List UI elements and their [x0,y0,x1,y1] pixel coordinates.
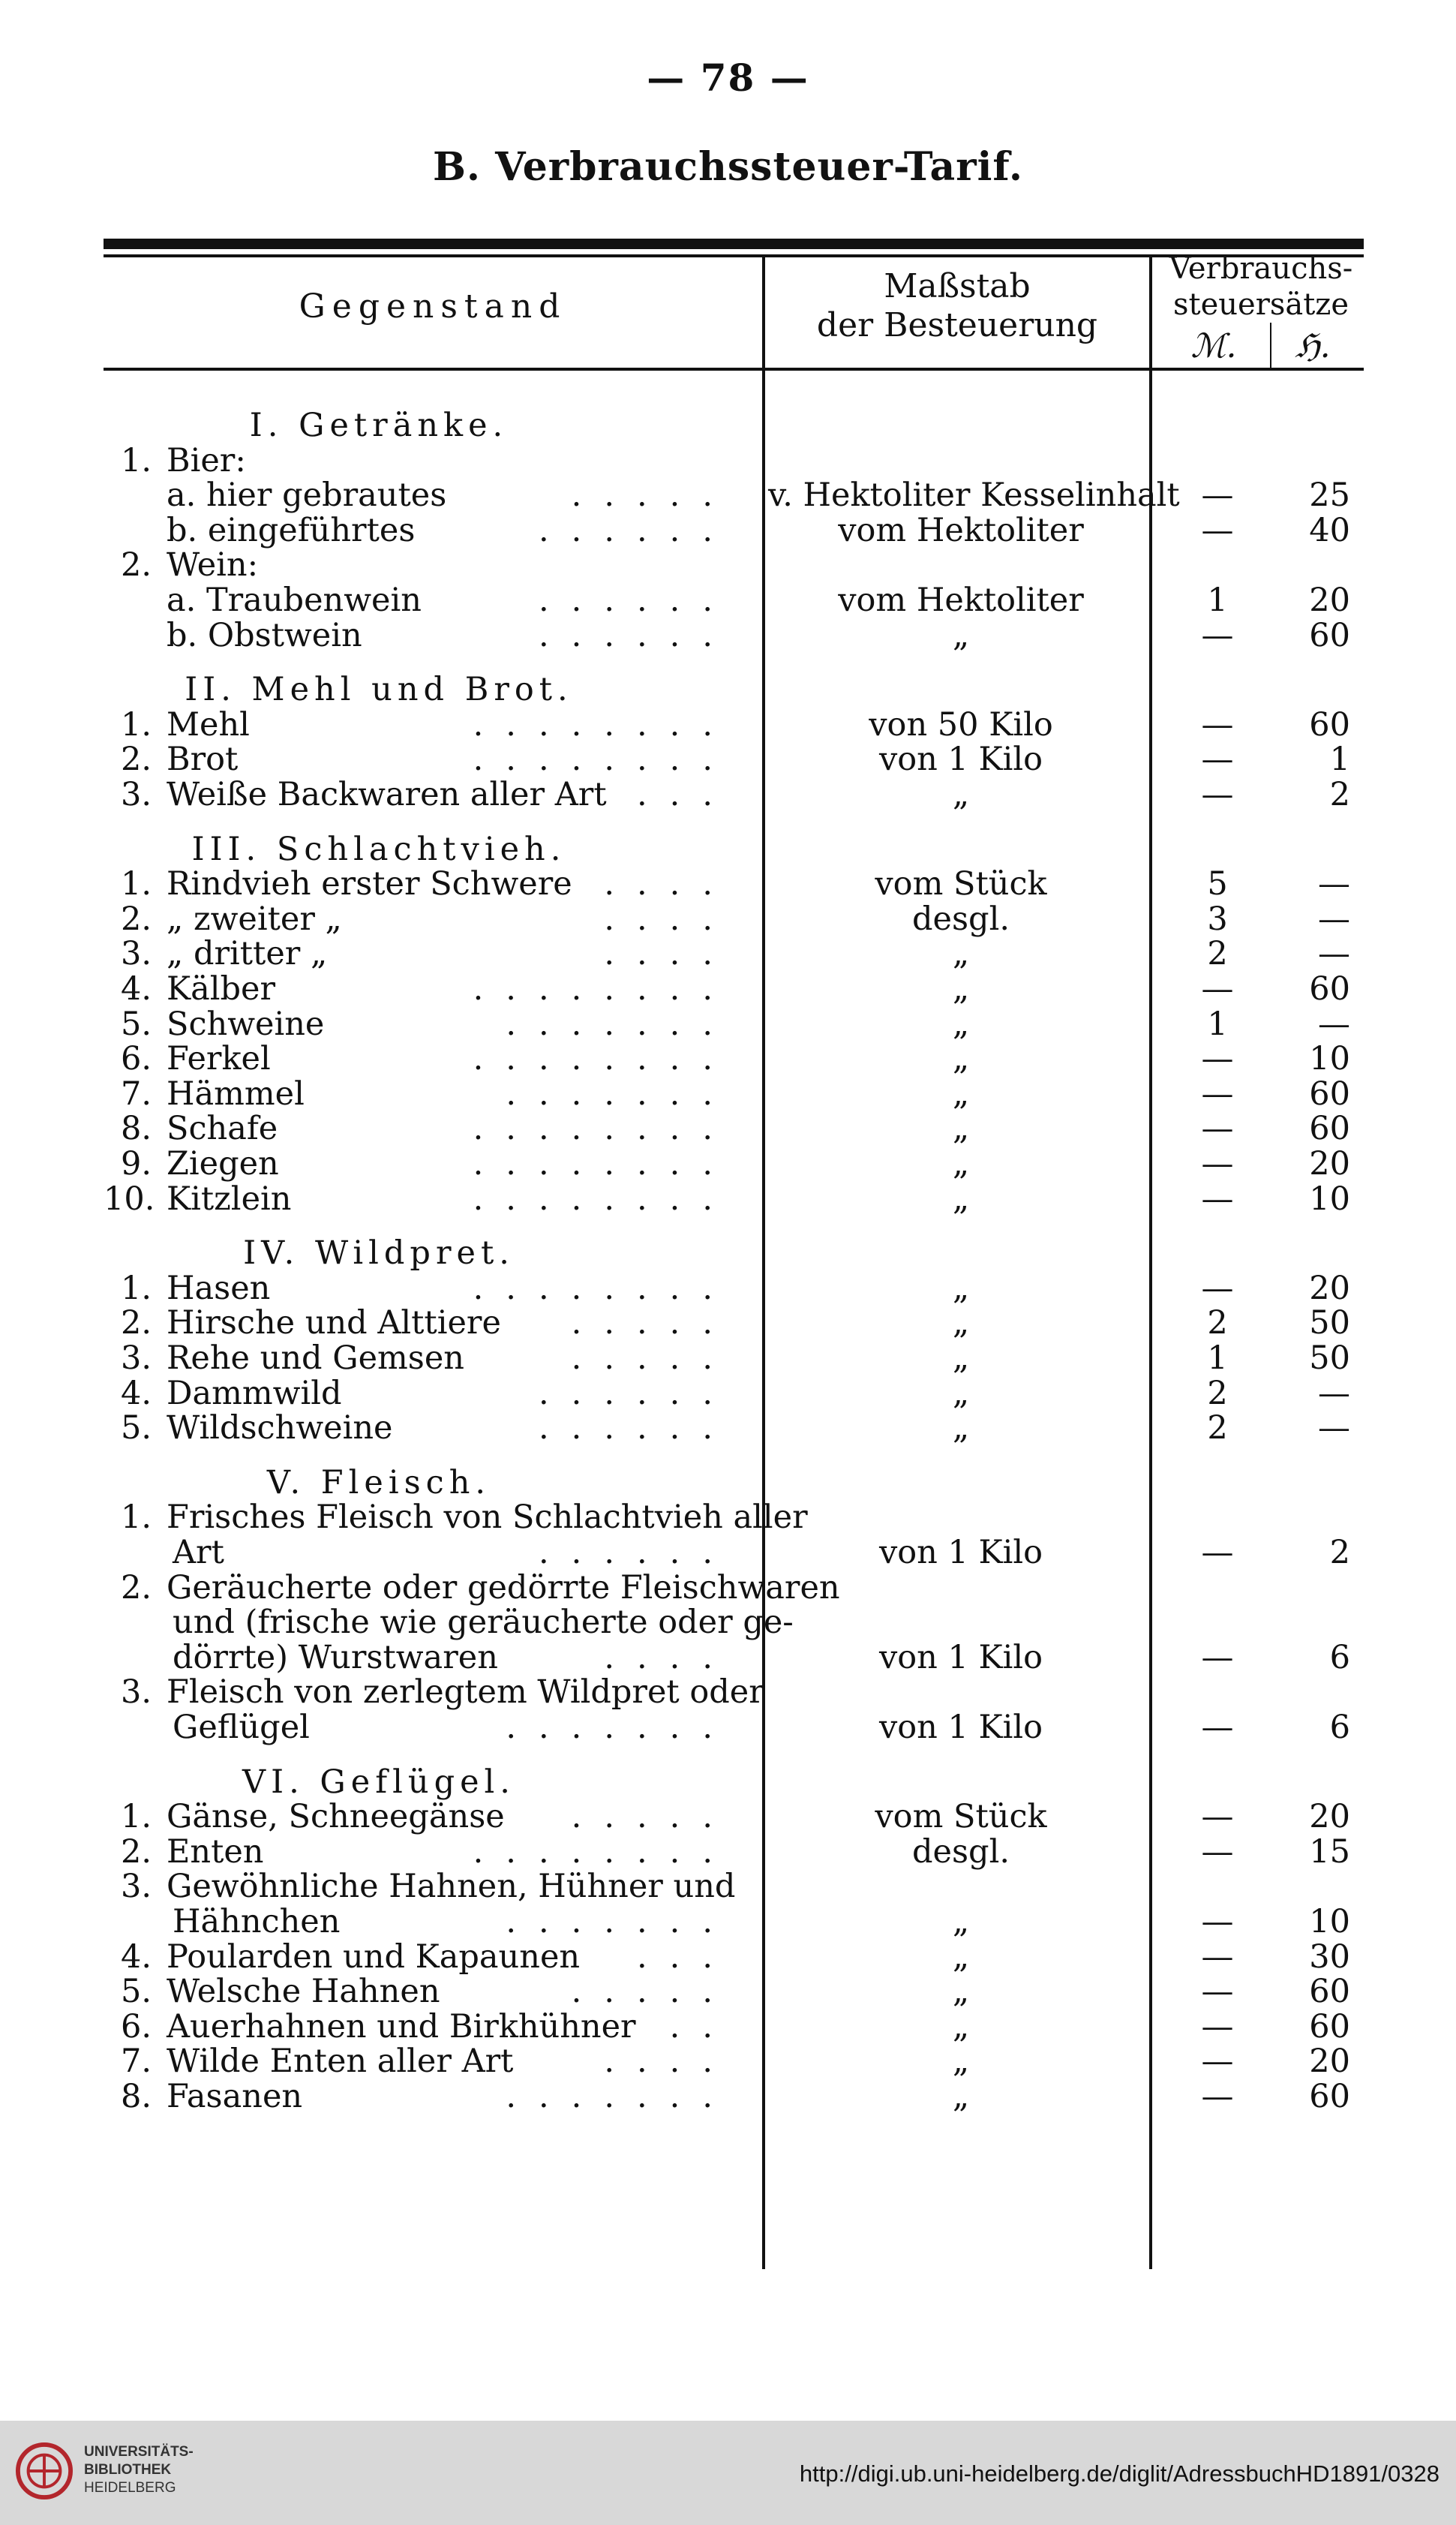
table-row [0,1111,1456,1147]
table-row [0,866,1456,902]
table-row [0,901,1456,937]
rate-pfennig: — [1318,865,1350,903]
footer-bar [0,2421,1456,2525]
library-line-3: HEIDELBERG [84,2480,176,2496]
rate-mark: — [1201,476,1234,514]
section-heading [0,672,1456,708]
taxation-basis: desgl. [912,900,1010,938]
taxation-basis: vom Stück [875,865,1047,903]
taxation-basis: „ [952,1339,970,1377]
rate-mark: 3 [1207,900,1228,938]
item-number: 10. [104,1180,155,1218]
leader-dots: ....... [506,2078,735,2115]
item-label: Weiße Backwaren aller Art [167,776,607,813]
item-label: Geflügel [173,1709,310,1746]
section-heading [0,1235,1456,1271]
leader-dots: ........ [473,1040,735,1078]
item-label: Schweine [167,1005,325,1043]
item-label: Hähnchen [173,1903,341,1940]
rate-pfennig: 25 [1309,476,1350,514]
section-title: V. Fleisch. [266,1464,491,1501]
rate-mark: — [1201,1973,1234,2010]
taxation-basis: „ [952,1270,970,1307]
item-label: Wildschweine [167,1409,393,1447]
rate-mark: — [1201,1270,1234,1307]
leader-dots: ...... [538,512,735,549]
item-number: 5. [120,1409,152,1447]
table-row [0,1674,1456,1710]
leader-dots: ....... [506,1709,735,1746]
leader-dots: ........ [473,1180,735,1218]
item-number: 4. [120,1375,152,1412]
header-massstab-line2: der Besteuerung [816,306,1098,344]
item-label: Hirsche und Alttiere [167,1304,501,1342]
rate-pfennig: 50 [1309,1339,1350,1377]
leader-dots: .... [604,935,735,972]
table-row [0,2043,1456,2079]
item-number: 2. [120,1569,152,1607]
leader-dots: ... [636,776,735,813]
item-label: Schafe [167,1110,278,1147]
section-title: I. Getränke. [249,407,509,444]
section-title: III. Schlachtvieh. [191,831,566,868]
table-row [0,1305,1456,1341]
item-number: 3. [120,776,152,813]
leader-dots: ...... [538,582,735,619]
rate-mark: 2 [1207,935,1228,972]
item-number: 2. [120,1304,152,1342]
table-row [0,1535,1456,1571]
taxation-basis: „ [952,617,970,654]
leader-dots: ..... [571,476,735,514]
leader-dots: ..... [571,1973,735,2010]
item-label: Gänse, Schneegänse [167,1798,505,1835]
rate-pfennig: 60 [1309,706,1350,744]
taxation-basis: „ [952,1005,970,1043]
rate-pfennig: 30 [1309,1938,1350,1976]
section-heading [0,407,1456,443]
item-number: 1. [120,1270,152,1307]
rate-mark: — [1201,2043,1234,2080]
taxation-basis: „ [952,1304,970,1342]
rate-pfennig: — [1318,1005,1350,1043]
rate-mark: 1 [1207,1339,1228,1377]
item-number: 6. [120,2008,152,2046]
rate-pfennig: 10 [1309,1040,1350,1078]
taxation-basis: „ [952,1973,970,2010]
item-label: Hasen [167,1270,271,1307]
leader-dots: .... [604,2043,735,2080]
header-steuersaetze-line1: Verbrauchs- [1169,251,1353,286]
item-label: Hämmel [167,1075,305,1113]
rate-mark: 2 [1207,1304,1228,1342]
table-row [0,1410,1456,1446]
leader-dots: ........ [473,970,735,1008]
rate-pfennig: 60 [1309,2078,1350,2115]
rate-pfennig: 10 [1309,1180,1350,1218]
item-label: Brot [167,741,239,778]
table-row [0,707,1456,743]
taxation-basis: „ [952,1938,970,1976]
taxation-basis: „ [952,935,970,972]
table-row [0,1904,1456,1940]
section-heading [0,1764,1456,1800]
table-row [0,513,1456,549]
rate-pfennig: 60 [1309,2008,1350,2046]
table-row [0,1375,1456,1411]
item-number: 8. [120,1110,152,1147]
rate-pfennig: — [1318,935,1350,972]
item-number: 3. [120,1868,152,1905]
taxation-basis: vom Hektoliter [838,582,1084,619]
taxation-basis: „ [952,1180,970,1218]
table-row [0,1181,1456,1217]
item-number: 1. [120,1498,152,1536]
rate-mark: 5 [1207,865,1228,903]
item-number: 5. [120,1973,152,2010]
university-seal-icon [15,2442,74,2500]
leader-dots: .... [604,900,735,938]
item-label: b. eingeführtes [167,512,416,549]
source-url[interactable]: http://digi.ub.uni-heidelberg.de/diglit/AdressbuchHD1891/0328 [799,2460,1439,2487]
taxation-basis: „ [952,1110,970,1147]
item-label: und (frische wie geräucherte oder ge- [173,1604,794,1641]
header-steuersaetze [1152,251,1370,323]
table-row [0,477,1456,513]
item-label: „ zweiter „ [167,900,342,938]
item-number: 2. [120,1833,152,1871]
taxation-basis: „ [952,1409,970,1447]
table-row [0,582,1456,618]
header-pfennig: ℌ. [1295,327,1331,365]
rate-mark: — [1201,512,1234,549]
taxation-basis: „ [952,1903,970,1940]
taxation-basis: „ [952,1145,970,1183]
taxation-basis: desgl. [912,1833,1010,1871]
rate-mark: — [1201,1145,1234,1183]
item-number: 1. [120,706,152,744]
rate-mark: — [1201,1833,1234,1871]
header-massstab-line1: Maßstab [884,267,1031,305]
section-title: VI. Geflügel. [242,1763,515,1801]
rate-pfennig: 15 [1309,1833,1350,1871]
header-gegenstand: Gegenstand [299,287,567,326]
leader-dots: ........ [473,1833,735,1871]
item-number: 3. [120,935,152,972]
rate-pfennig: 1 [1329,741,1350,778]
table-row [0,1146,1456,1182]
table-row [0,1270,1456,1306]
item-label: Rehe und Gemsen [167,1339,464,1377]
table-row [0,2009,1456,2045]
leader-dots: ..... [571,1304,735,1342]
item-label: a. hier gebrautes [167,476,447,514]
item-number: 4. [120,970,152,1008]
taxation-basis: „ [952,2008,970,2046]
table-row [0,971,1456,1007]
rate-pfennig: 2 [1329,776,1350,813]
leader-dots: ....... [506,1005,735,1043]
rate-mark: — [1201,1798,1234,1835]
leader-dots: ...... [538,1534,735,1571]
rate-mark: — [1201,2008,1234,2046]
header-massstab [765,267,1149,345]
taxation-basis: v. Hektoliter Kesselinhalt [768,476,1180,514]
library-name [84,2443,194,2497]
rate-pfennig: 2 [1329,1534,1350,1571]
table-row [0,1499,1456,1535]
rate-pfennig: 50 [1309,1304,1350,1342]
item-label: a. Traubenwein [167,582,422,619]
taxation-basis: von 1 Kilo [878,1639,1043,1676]
item-label: Wilde Enten aller Art [167,2043,514,2080]
rate-mark: — [1201,1938,1234,1976]
table-row [0,1041,1456,1077]
taxation-basis: „ [952,2078,970,2115]
leader-dots: .. [669,2008,735,2046]
item-label: Ferkel [167,1040,271,1078]
table-row [0,1570,1456,1606]
rate-pfennig: 60 [1309,1075,1350,1113]
taxation-basis: von 1 Kilo [878,1534,1043,1571]
rate-pfennig: — [1318,1409,1350,1447]
item-number: 2. [120,741,152,778]
taxation-basis: von 1 Kilo [878,741,1043,778]
section-title: II. Mehl und Brot. [185,671,573,708]
item-number: 1. [120,1798,152,1835]
item-number: 3. [120,1673,152,1711]
item-label: Auerhahnen und Birkhühner [167,2008,636,2046]
taxation-basis: von 1 Kilo [878,1709,1043,1746]
item-number: 9. [120,1145,152,1183]
leader-dots: ... [636,1938,735,1976]
rate-mark: 2 [1207,1409,1228,1447]
leader-dots: ...... [538,617,735,654]
taxation-basis: „ [952,776,970,813]
item-number: 5. [120,1005,152,1043]
item-label: Bier: [167,442,246,479]
leader-dots: ..... [571,1798,735,1835]
item-number: 3. [120,1339,152,1377]
leader-dots: ....... [506,1075,735,1113]
header-steuersaetze-line2: steuersätze [1172,287,1349,322]
item-label: Ziegen [167,1145,279,1183]
rate-pfennig: 6 [1329,1639,1350,1676]
rate-pfennig: 60 [1309,1973,1350,2010]
rate-mark: — [1201,1110,1234,1147]
leader-dots: .... [604,1639,735,1676]
item-label: Geräucherte oder gedörrte Fleischwaren [167,1569,840,1607]
taxation-basis: vom Hektoliter [838,512,1084,549]
item-label: Dammwild [167,1375,342,1412]
rate-mark: — [1201,1180,1234,1218]
table-row [0,618,1456,654]
item-label: Fleisch von zerlegtem Wildpret oder [167,1673,764,1711]
rate-pfennig: — [1318,900,1350,938]
leader-dots: ........ [473,1270,735,1307]
table-row [0,1868,1456,1904]
page-number: — 78 — [647,56,809,100]
leader-dots: ....... [506,1903,735,1940]
item-number: 6. [120,1040,152,1078]
item-label: „ dritter „ [167,935,328,972]
table-row [0,547,1456,583]
item-number: 2. [120,900,152,938]
table-row [0,936,1456,972]
leader-dots: ........ [473,1110,735,1147]
item-number: 7. [120,1075,152,1113]
rate-pfennig: 60 [1309,617,1350,654]
item-label: Art [173,1534,224,1571]
item-label: dörrte) Wurstwaren [173,1639,498,1676]
rate-mark: — [1201,1903,1234,1940]
rate-pfennig: 20 [1309,1145,1350,1183]
taxation-basis: „ [952,1075,970,1113]
rate-mark: — [1201,706,1234,744]
rate-pfennig: 20 [1309,2043,1350,2080]
table-row [0,443,1456,479]
section-heading [0,1465,1456,1501]
rate-mark: 1 [1207,582,1228,619]
rate-mark: — [1201,741,1234,778]
rate-pfennig: 6 [1329,1709,1350,1746]
section-heading [0,831,1456,867]
leader-dots: ...... [538,1375,735,1412]
rate-pfennig: 20 [1309,1270,1350,1307]
taxation-basis: „ [952,2043,970,2080]
section-title: IV. Wildpret. [243,1234,515,1272]
rate-mark: — [1201,2078,1234,2115]
item-label: Fasanen [167,2078,303,2115]
taxation-basis: „ [952,1040,970,1078]
table-row [0,1973,1456,2009]
library-line-2: BIBLIOTHEK [84,2462,172,2478]
rate-pfennig: 10 [1309,1903,1350,1940]
item-label: Frisches Fleisch von Schlachtvieh aller [167,1498,808,1536]
table-row [0,1604,1456,1640]
table-header-rule [104,368,1364,371]
rate-mark: 1 [1207,1005,1228,1043]
table-row [0,1340,1456,1376]
item-label: Rindvieh erster Schwere [167,865,572,903]
leader-dots: ........ [473,1145,735,1183]
item-label: Wein: [167,546,259,584]
rate-pfennig: 20 [1309,1798,1350,1835]
item-label: Enten [167,1833,264,1871]
item-label: Poularden und Kapaunen [167,1938,581,1976]
leader-dots: ...... [538,1409,735,1447]
rate-mark: — [1201,1709,1234,1746]
rate-mark: 2 [1207,1375,1228,1412]
leader-dots: ........ [473,706,735,744]
rate-pfennig: 60 [1309,1110,1350,1147]
rate-pfennig: 20 [1309,582,1350,619]
rate-mark: — [1201,1639,1234,1676]
item-label: Kitzlein [167,1180,292,1218]
item-number: 1. [120,442,152,479]
table-row [0,1834,1456,1870]
table-row [0,777,1456,813]
column-divider-3 [1270,323,1271,368]
table-row [0,1709,1456,1745]
table-row [0,1006,1456,1042]
rate-pfennig: — [1318,1375,1350,1412]
taxation-basis: vom Stück [875,1798,1047,1835]
leader-dots: .... [604,865,735,903]
rate-mark: — [1201,776,1234,813]
table-row [0,741,1456,777]
taxation-basis: von 50 Kilo [869,706,1053,744]
leader-dots: ..... [571,1339,735,1377]
rate-mark: — [1201,617,1234,654]
item-label: Mehl [167,706,250,744]
rate-mark: — [1201,1040,1234,1078]
item-number: 8. [120,2078,152,2115]
table-row [0,1799,1456,1835]
rate-mark: — [1201,970,1234,1008]
item-number: 1. [120,865,152,903]
table-top-rule [104,239,1364,249]
item-label: Kälber [167,970,276,1008]
table-row [0,2079,1456,2115]
taxation-basis: „ [952,970,970,1008]
table-row [0,1640,1456,1676]
header-mark: ℳ. [1190,327,1237,365]
taxation-basis: „ [952,1375,970,1412]
leader-dots: ........ [473,741,735,778]
item-number: 4. [120,1938,152,1976]
item-label: b. Obstwein [167,617,362,654]
page-title: B. Verbrauchssteuer-Tarif. [432,144,1024,190]
rate-mark: — [1201,1075,1234,1113]
item-label: Gewöhnliche Hahnen, Hühner und [167,1868,736,1905]
rate-pfennig: 60 [1309,970,1350,1008]
rate-pfennig: 40 [1309,512,1350,549]
item-number: 7. [120,2043,152,2080]
table-row [0,1076,1456,1112]
library-line-1: UNIVERSITÄTS- [84,2444,194,2460]
table-row [0,1939,1456,1975]
item-label: Welsche Hahnen [167,1973,440,2010]
item-number: 2. [120,546,152,584]
rate-mark: — [1201,1534,1234,1571]
